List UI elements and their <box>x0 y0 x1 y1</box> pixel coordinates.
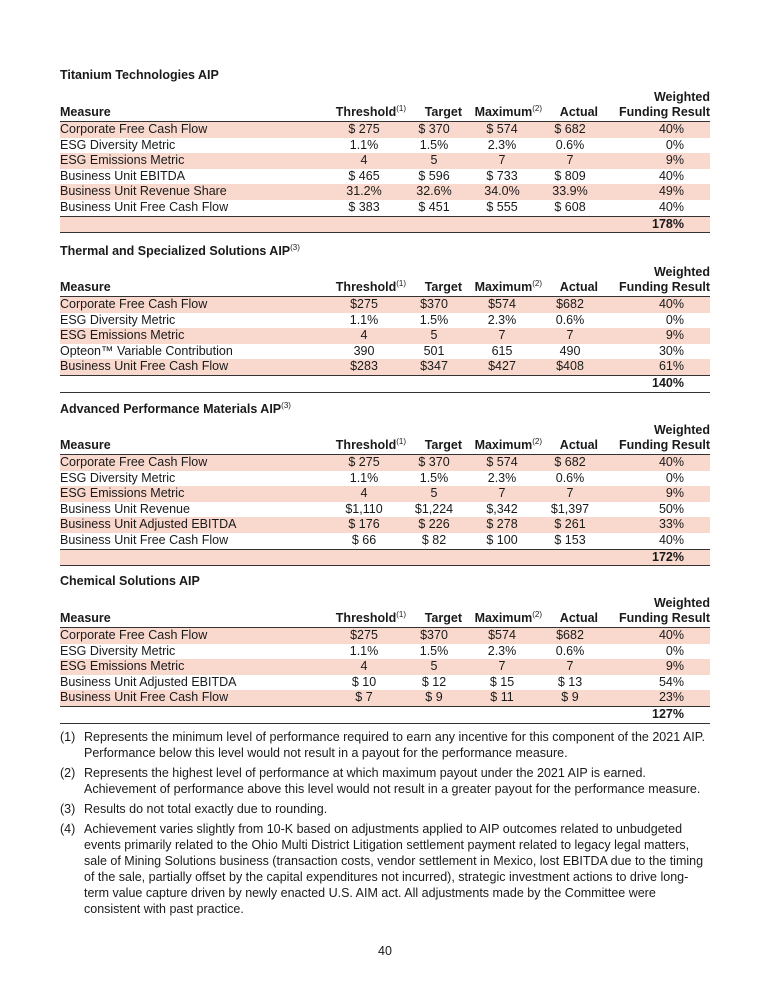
total-value: 178% <box>598 216 710 233</box>
header-threshold: Threshold$^{(1)}$ <box>322 265 406 297</box>
header-measure: Measure <box>60 423 322 455</box>
section-title-titanium <box>60 68 219 82</box>
header-result: Weighted Funding Result <box>598 596 710 628</box>
header-maximum: Maximum$^{(2)}$ <box>462 90 542 122</box>
header-threshold: Threshold$^{(1)}$ <box>322 423 406 455</box>
header-result: Weighted Funding Result <box>598 90 710 122</box>
header-measure: Measure <box>60 596 322 628</box>
table-row: Corporate Free Cash Flow $ 275 $ 370 $ 574 $ 682 40% <box>60 455 710 471</box>
header-maximum: Maximum$^{(2)}$ <box>462 596 542 628</box>
total-row <box>60 375 710 392</box>
table-row: Business Unit Revenue Share 31.2% 32.6% 34.0% 33.9% 49% <box>60 184 710 200</box>
aip-table-thermal <box>60 265 710 393</box>
footnote-2: (2) Represents the highest level of performance at which maximum payout under the 2021 AIP is earned. Achievement of performance above this level would not result in a greater payout for the performance measure. <box>60 766 701 796</box>
section-title-apm: Advanced Performance Materials AIP$^{(3)}$ <box>60 401 291 416</box>
table-row: ESG Diversity Metric 1.1% 1.5% 2.3% 0.6% 0% <box>60 470 684 485</box>
header-measure: Measure <box>60 90 322 122</box>
header-threshold: Threshold$^{(1)}$ <box>322 596 406 628</box>
table-header-row <box>60 265 710 297</box>
table-row: Corporate Free Cash Flow $275 $370 $574 $682 40% <box>60 297 710 313</box>
table-row: ESG Emissions Metric 4 5 7 7 9% <box>60 486 710 502</box>
total-value: 140% <box>598 375 710 392</box>
total-row <box>60 549 710 566</box>
table-row: ESG Emissions Metric 4 5 7 7 9% <box>60 328 710 344</box>
header-maximum: Maximum$^{(2)}$ <box>462 265 542 297</box>
aip-table-titanium <box>60 90 710 233</box>
section-title-text: Titanium Technologies AIP <box>60 68 219 82</box>
header-measure: Measure <box>60 265 322 297</box>
table-row: Business Unit Adjusted EBITDA $ 10 $ 12 $ 15 $ 13 54% <box>60 674 684 689</box>
aip-table-chemical <box>60 596 710 724</box>
table-row: ESG Emissions Metric 4 5 7 7 9% <box>60 153 710 169</box>
table-header-row <box>60 90 710 122</box>
table-header-row <box>60 596 710 628</box>
total-row <box>60 706 710 723</box>
table-row: Business Unit Free Cash Flow $ 66 $ 82 $ 100 $ 153 40% <box>60 532 684 547</box>
table-row: Business Unit Free Cash Flow $283 $347 $427 $408 61% <box>60 359 710 375</box>
table-row: Business Unit Free Cash Flow $ 7 $ 9 $ 11 $ 9 23% <box>60 690 710 706</box>
section-title-chemical: Chemical Solutions AIP <box>60 574 200 588</box>
footnote-3: (3) Results do not total exactly due to rounding. <box>60 802 328 816</box>
table-row: Business Unit Free Cash Flow $ 383 $ 451 $ 555 $ 608 40% <box>60 199 684 214</box>
table-row: Corporate Free Cash Flow $275 $370 $574 $682 40% <box>60 628 710 644</box>
header-target: Target <box>406 423 462 455</box>
header-target: Target <box>406 265 462 297</box>
footnotes <box>60 729 710 921</box>
header-result: Weighted Funding Result <box>598 423 710 455</box>
table-row: Opteon™ Variable Contribution 390 501 615 490 30% <box>60 343 684 358</box>
table-row: ESG Emissions Metric 4 5 7 7 9% <box>60 659 710 675</box>
header-target: Target <box>406 596 462 628</box>
total-value: 127% <box>598 706 710 723</box>
table-row: Business Unit EBITDA $ 465 $ 596 $ 733 $ 809 40% <box>60 168 684 183</box>
footnote-1: (1) Represents the minimum level of performance required to earn any incentive for this component of the 2021 AIP. Performance below this level would not result in a payout for the performance measure. <box>60 730 705 760</box>
table-row: Business Unit Adjusted EBITDA $ 176 $ 226 $ 278 $ 261 33% <box>60 517 710 533</box>
section-title-thermal: Thermal and Specialized Solutions AIP$^{(3)}$ <box>60 243 300 258</box>
header-target: Target <box>406 90 462 122</box>
table-row: ESG Diversity Metric 1.1% 1.5% 2.3% 0.6% 0% <box>60 643 684 658</box>
header-threshold: Threshold$^{(1)}$ <box>322 90 406 122</box>
header-maximum: Maximum$^{(2)}$ <box>462 423 542 455</box>
header-actual: Actual <box>542 90 598 122</box>
page-number: 40 <box>378 944 392 958</box>
table-row: ESG Diversity Metric 1.1% 1.5% 2.3% 0.6% 0% <box>60 137 684 152</box>
table-row: ESG Diversity Metric 1.1% 1.5% 2.3% 0.6% 0% <box>60 312 684 327</box>
header-actual: Actual <box>542 423 598 455</box>
footnote-4: (4) Achievement varies slightly from 10-K based on adjustments applied to AIP outcomes related to unbudgeted events primarily related to the Ohio Multi District Litigation settlement payment related to legacy legal matters, sale of Mining Solutions business (transaction costs, vendor settlement in Mexico, lost EBITDA due to the timing of the sale, partially offset by the capital expenditures not incurred), strategic investment actions to drive long-term value capture driven by newly enacted U.S. AIM act. All adjustments made by the Committee were consistent with past practice. <box>60 822 704 916</box>
header-result: Weighted Funding Result <box>598 265 710 297</box>
aip-table-apm <box>60 423 710 566</box>
table-row: Business Unit Revenue $1,110 $1,224 $,342 $1,397 50% <box>60 501 684 516</box>
header-actual: Actual <box>542 596 598 628</box>
header-actual: Actual <box>542 265 598 297</box>
total-row <box>60 216 710 233</box>
total-value: 172% <box>598 549 710 566</box>
table-row: Corporate Free Cash Flow $ 275 $ 370 $ 574 $ 682 40% <box>60 122 710 138</box>
table-header-row <box>60 423 710 455</box>
